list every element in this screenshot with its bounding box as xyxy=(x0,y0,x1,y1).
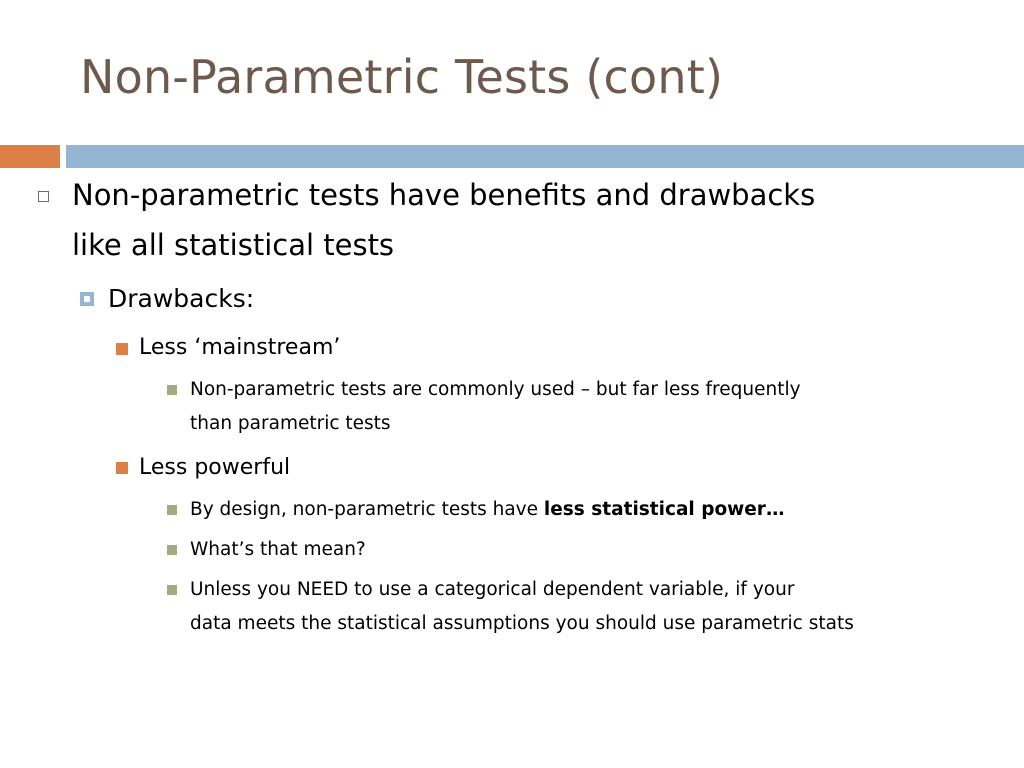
bullet-level1-line2: like all statistical tests xyxy=(72,228,395,262)
bullet-level4-unless-line1: Unless you NEED to use a categorical dependent variable, if your xyxy=(190,579,795,600)
less-statistical-power-text: less statistical power xyxy=(543,499,766,520)
orange-square-bullet-icon xyxy=(116,343,128,355)
olive-square-bullet-icon xyxy=(167,505,177,515)
bullet-level3-mainstream: Less ‘mainstream’ xyxy=(139,335,341,360)
olive-square-bullet-icon xyxy=(167,585,177,595)
by-design-text: By design, non-parametric tests have xyxy=(190,499,544,520)
bullet-level2-drawbacks: Drawbacks: xyxy=(108,284,255,313)
square-outline-bullet-icon xyxy=(38,191,49,202)
orange-square-bullet-icon xyxy=(116,462,128,474)
bullet-level4-unless-line2: data meets the statistical assumptions you should use parametric stats xyxy=(190,613,854,634)
olive-square-bullet-icon xyxy=(167,385,177,395)
bullet-level4-commonly-used-line2: than parametric tests xyxy=(190,413,391,434)
bullet-level4-commonly-used-line1: Non-parametric tests are commonly used – but far less frequently xyxy=(190,379,801,400)
bullet-level1-line1: Non-parametric tests have benefits and drawbacks xyxy=(72,178,816,212)
slide-title: Non-Parametric Tests (cont) xyxy=(80,50,724,104)
bullet-level3-powerful: Less powerful xyxy=(139,455,291,480)
square-blue-bullet-icon xyxy=(80,292,94,306)
bullet-level4-whats-that-mean: What’s that mean? xyxy=(190,539,366,560)
ellipsis-text: … xyxy=(765,499,785,520)
bullet-level4-by-design xyxy=(190,493,784,527)
olive-square-bullet-icon xyxy=(167,545,177,555)
